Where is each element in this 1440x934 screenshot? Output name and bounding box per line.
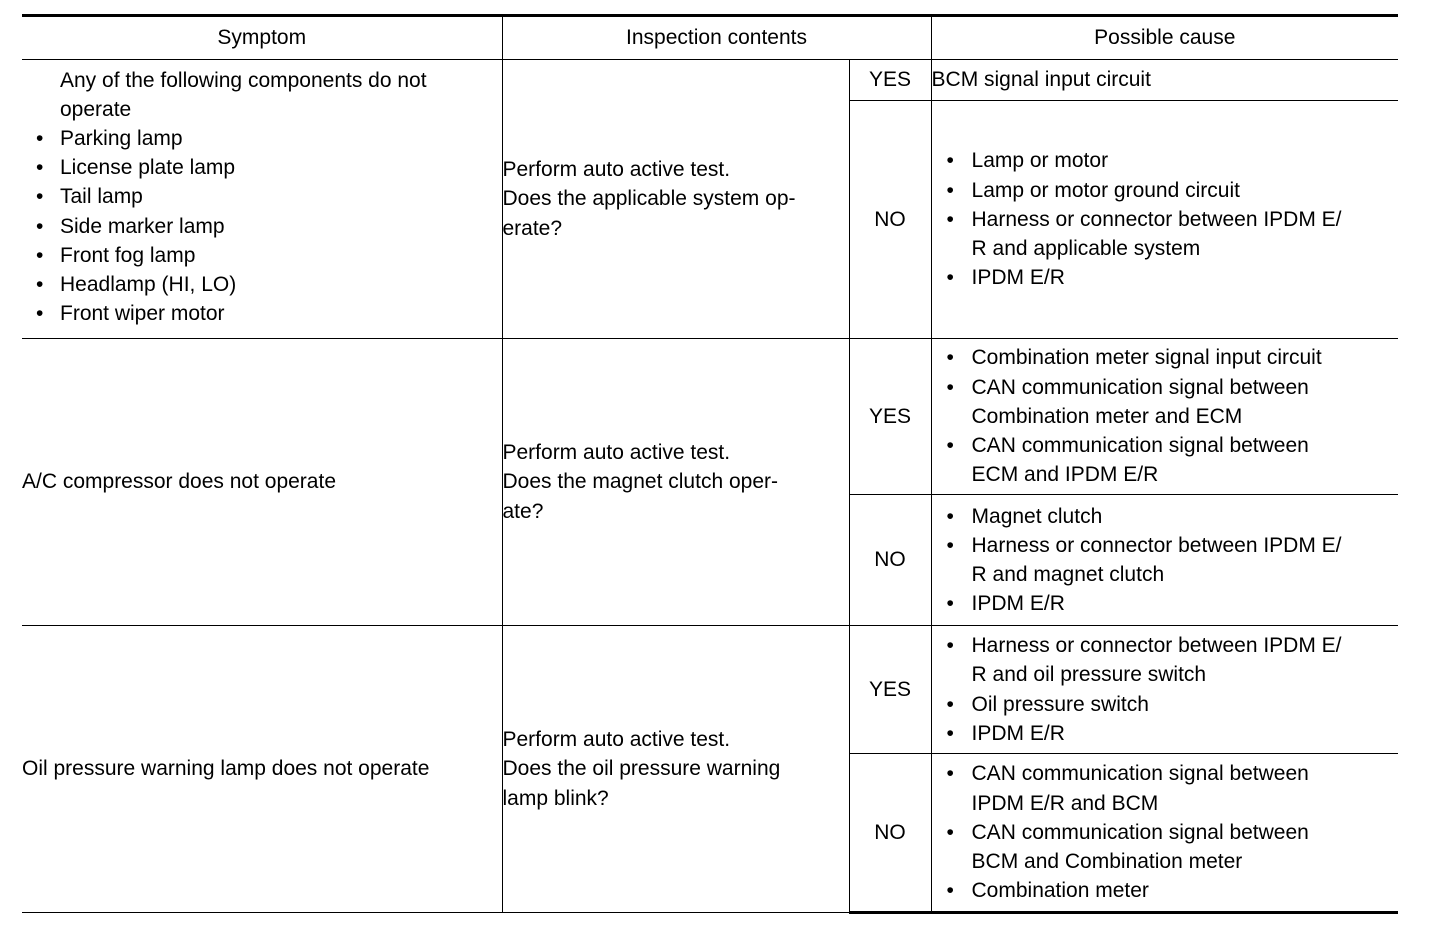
list-item: • Harness or connector between IPDM E/ R and magnet clutch bbox=[932, 531, 1399, 589]
header-inspection-contents: Inspection contents bbox=[502, 16, 931, 60]
list-item: • CAN communication signal between BCM and Combination meter bbox=[932, 818, 1399, 876]
symptom-cell: Oil pressure warning lamp does not operate bbox=[22, 626, 502, 913]
header-symptom: Symptom bbox=[22, 16, 502, 60]
list-item: • Lamp or motor bbox=[932, 146, 1399, 175]
answer-yes: YES bbox=[849, 60, 931, 101]
list-item: • Harness or connector between IPDM E/ R and applicable system bbox=[932, 205, 1399, 263]
list-item: • IPDM E/R bbox=[932, 719, 1399, 748]
header-row bbox=[22, 16, 1398, 60]
list-item: • Front fog lamp bbox=[22, 241, 502, 270]
table-row bbox=[22, 60, 1398, 101]
list-item: • IPDM E/R bbox=[932, 263, 1399, 292]
symptom-cell bbox=[22, 60, 502, 339]
cause-cell: BCM signal input circuit bbox=[931, 60, 1398, 101]
list-item: • Combination meter signal input circuit bbox=[932, 343, 1399, 372]
cause-cell bbox=[931, 626, 1398, 754]
list-item: • CAN communication signal between Combination meter and ECM bbox=[932, 373, 1399, 431]
answer-yes: YES bbox=[849, 339, 931, 495]
inspection-cell: Perform auto active test. Does the magnet clutch oper- ate? bbox=[502, 339, 849, 626]
diagnosis-table bbox=[22, 14, 1398, 914]
list-item: • Side marker lamp bbox=[22, 212, 502, 241]
list-item: • Harness or connector between IPDM E/ R and oil pressure switch bbox=[932, 631, 1399, 689]
cause-cell bbox=[931, 495, 1398, 626]
table-row bbox=[22, 339, 1398, 495]
list-item: • Oil pressure switch bbox=[932, 690, 1399, 719]
list-item: • Tail lamp bbox=[22, 182, 502, 211]
list-item: • IPDM E/R bbox=[932, 589, 1399, 618]
symptom-cell: A/C compressor does not operate bbox=[22, 339, 502, 626]
answer-no: NO bbox=[849, 754, 931, 913]
list-item: • Lamp or motor ground circuit bbox=[932, 176, 1399, 205]
list-item: • License plate lamp bbox=[22, 153, 502, 182]
component-list bbox=[22, 124, 502, 328]
header-possible-cause: Possible cause bbox=[931, 16, 1398, 60]
answer-no: NO bbox=[849, 101, 931, 339]
answer-yes: YES bbox=[849, 626, 931, 754]
list-item: • Parking lamp bbox=[22, 124, 502, 153]
list-item: • Front wiper motor bbox=[22, 299, 502, 328]
inspection-cell: Perform auto active test. Does the applicable system op- erate? bbox=[502, 60, 849, 339]
inspection-cell: Perform auto active test. Does the oil pressure warning lamp blink? bbox=[502, 626, 849, 913]
list-item: • Magnet clutch bbox=[932, 502, 1399, 531]
list-item: • Headlamp (HI, LO) bbox=[22, 270, 502, 299]
symptom-intro: Any of the following components do not operate bbox=[60, 68, 427, 121]
list-item: • CAN communication signal between IPDM E/R and BCM bbox=[932, 759, 1399, 817]
list-item: • Combination meter bbox=[932, 876, 1399, 905]
list-item: • CAN communication signal between ECM and IPDM E/R bbox=[932, 431, 1399, 489]
cause-cell bbox=[931, 339, 1398, 495]
cause-cell bbox=[931, 101, 1398, 339]
cause-cell bbox=[931, 754, 1398, 913]
table-row bbox=[22, 626, 1398, 754]
answer-no: NO bbox=[849, 495, 931, 626]
